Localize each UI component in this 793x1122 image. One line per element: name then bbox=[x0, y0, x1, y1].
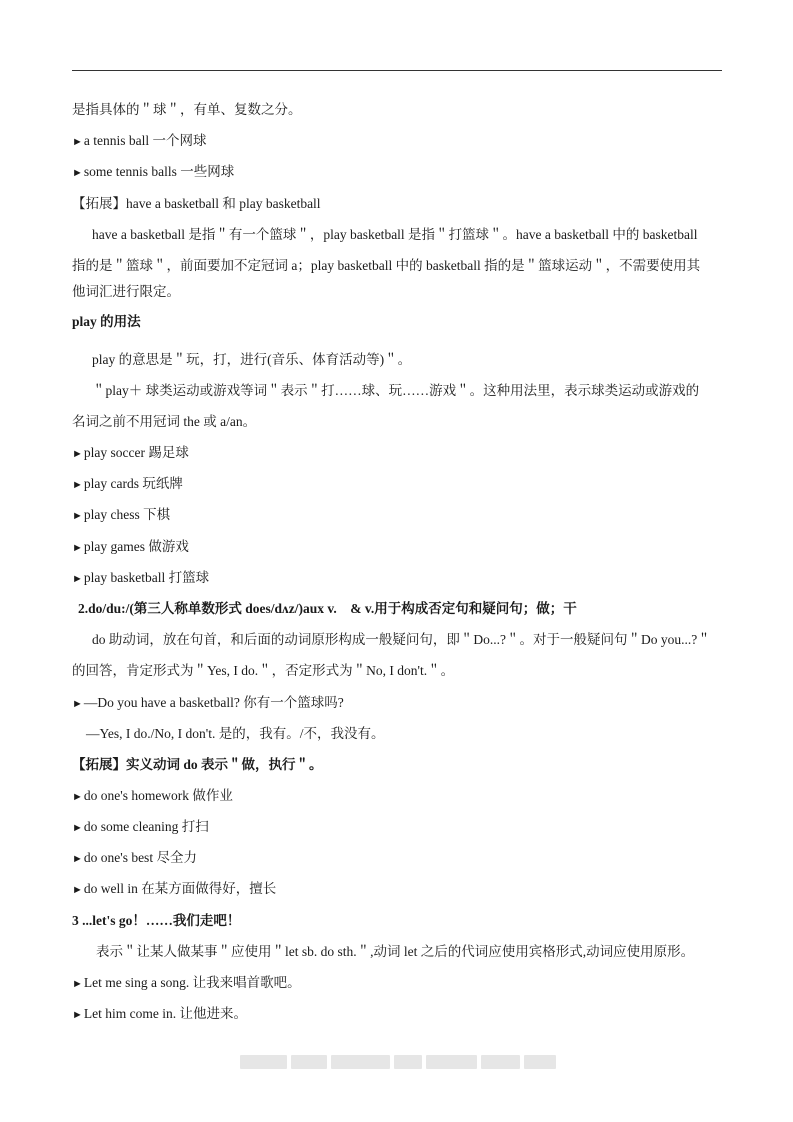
paragraph-line: ＂play＋ 球类运动或游戏等词＂表示＂打……球、玩……游戏＂。这种用法里，表示球类运动或游戏的 bbox=[92, 383, 700, 398]
example-line: ►a tennis ball 一个网球 bbox=[72, 133, 207, 148]
paragraph-line: 他词汇进行限定。 bbox=[72, 284, 180, 299]
bullet-arrow-icon: ► bbox=[72, 542, 83, 554]
bullet-arrow-icon: ► bbox=[72, 448, 83, 460]
example-line: —Yes, I do./No, I don't. 是的，我有。/不，我没有。 bbox=[86, 726, 385, 741]
example-line: ►—Do you have a basketball? 你有一个篮球吗? bbox=[72, 695, 344, 710]
paragraph-line: 表示＂让某人做某事＂应使用＂let sb. do sth.＂,动词 let 之后的代词应使用宾格形式,动词应使用原形。 bbox=[96, 944, 695, 959]
example-line: ►do one's homework 做作业 bbox=[72, 788, 233, 803]
bullet-arrow-icon: ► bbox=[72, 853, 83, 865]
bullet-arrow-icon: ► bbox=[72, 822, 83, 834]
paragraph-line: have a basketball 是指＂有一个篮球＂，play basketball 是指＂打篮球＂。have a basketball 中的 basketball bbox=[92, 227, 698, 242]
section-heading: 3 ...let's go！……我们走吧！ bbox=[72, 913, 241, 928]
example-line: ►play cards 玩纸牌 bbox=[72, 476, 183, 491]
example-line: ►play basketball 打篮球 bbox=[72, 570, 210, 585]
example-line: ►some tennis balls 一些网球 bbox=[72, 164, 235, 179]
bullet-arrow-icon: ► bbox=[72, 479, 83, 491]
paragraph-line: 指的是＂篮球＂，前面要加不定冠词 a；play basketball 中的 basketball 指的是＂篮球运动＂，不需要使用其 bbox=[72, 258, 701, 273]
section-heading: play 的用法 bbox=[72, 314, 141, 329]
bullet-arrow-icon: ► bbox=[72, 136, 83, 148]
paragraph-line: play 的意思是＂玩，打，进行(音乐、体育活动等)＂。 bbox=[92, 352, 412, 367]
bullet-arrow-icon: ► bbox=[72, 791, 83, 803]
bullet-arrow-icon: ► bbox=[72, 167, 83, 179]
example-line: ►Let him come in. 让他进来。 bbox=[72, 1006, 247, 1021]
bullet-arrow-icon: ► bbox=[72, 978, 83, 990]
extension-heading: 【拓展】have a basketball 和 play basketball bbox=[72, 196, 321, 211]
example-line: ►play games 做游戏 bbox=[72, 539, 189, 554]
example-line: ►Let me sing a song. 让我来唱首歌吧。 bbox=[72, 975, 301, 990]
paragraph-line: do 助动词，放在句首，和后面的动词原形构成一般疑问句，即＂Do...?＂。对于一般疑问句＂Do you...?＂ bbox=[92, 632, 711, 647]
section-heading: 2.do/du:/(第三人称单数形式 does/dʌz/)aux v. & v.用于构成否定句和疑问句；做；干 bbox=[78, 601, 577, 616]
example-line: ►do one's best 尽全力 bbox=[72, 850, 197, 865]
bullet-arrow-icon: ► bbox=[72, 573, 83, 585]
paragraph-line: 名词之前不用冠词 the 或 a/an。 bbox=[72, 414, 257, 429]
bullet-arrow-icon: ► bbox=[72, 1009, 83, 1021]
example-line: ►do some cleaning 打扫 bbox=[72, 819, 209, 834]
bullet-arrow-icon: ► bbox=[72, 884, 83, 896]
text-line: 是指具体的＂球＂，有单、复数之分。 bbox=[72, 102, 302, 117]
bullet-arrow-icon: ► bbox=[72, 698, 83, 710]
example-line: ►play chess 下棋 bbox=[72, 507, 171, 522]
blurred-footer-watermark bbox=[240, 1055, 556, 1073]
example-line: ►do well in 在某方面做得好，擅长 bbox=[72, 881, 277, 896]
extension-heading: 【拓展】实义动词 do 表示＂做，执行＂。 bbox=[72, 757, 323, 772]
header-rule bbox=[72, 70, 722, 71]
bullet-arrow-icon: ► bbox=[72, 510, 83, 522]
paragraph-line: 的回答，肯定形式为＂Yes, I do.＂，否定形式为＂No, I don't.＂。 bbox=[72, 663, 455, 678]
example-line: ►play soccer 踢足球 bbox=[72, 445, 189, 460]
